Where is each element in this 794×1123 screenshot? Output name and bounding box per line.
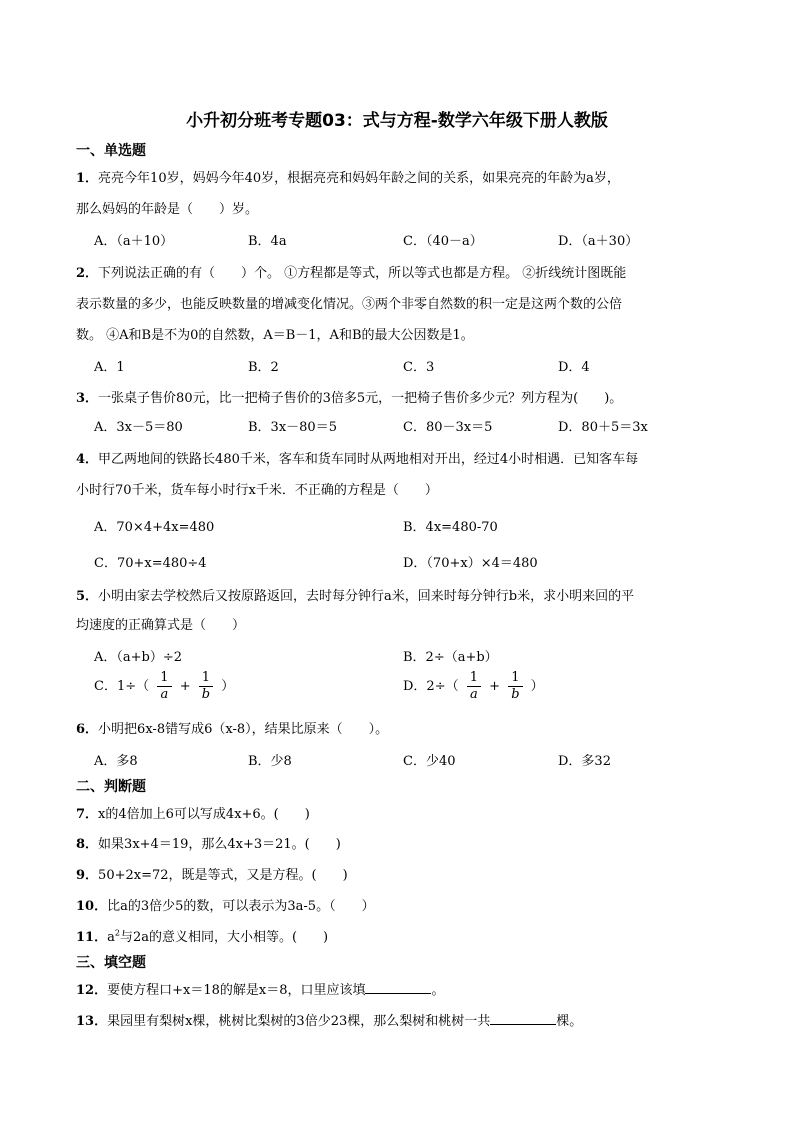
question-number: 11． [76,930,108,945]
q5-option-b[interactable]: B．2÷（a+b） [403,650,498,665]
option-prefix: D．2÷（ [403,679,459,694]
q4-option-b[interactable]: B．4x=480-70 [403,520,498,535]
question-text-pre: 要使方程口+x＝18的解是x＝8，口里应该填 [107,983,366,998]
q1-option-a[interactable]: A．（a＋10） [94,234,174,249]
question-10 [76,895,726,914]
question-3-line-1 [76,387,726,406]
q6-option-b[interactable]: B．少8 [248,754,292,769]
question-text: 甲乙两地间的铁路长480千米，客车和货车同时从两地相对开出，经过4小时相遇．已知客车每 [98,452,639,467]
superscript: 2 [114,928,120,938]
q4-option-d[interactable]: D．（70+x）×4＝480 [403,556,538,571]
question-number: 12． [76,983,108,998]
question-number: 6． [76,722,99,737]
question-text: 小明由家去学校然后又按原路返回，去时每分钟行a米，回来时每分钟行b米，求小明来回的平 [98,589,635,604]
question-number: 8． [76,837,99,852]
q5-option-a[interactable]: A．（a+b）÷2 [94,650,183,665]
question-1-line-2: 那么妈妈的年龄是（ ）岁。 [76,202,259,217]
answer-blank[interactable] [365,981,431,994]
question-1-line-1 [76,167,726,186]
question-2-line-2: 表示数量的多少，也能反映数量的增减变化情况。③两个非零自然数的积一定是这两个数的公倍 [76,297,623,312]
question-text-post: 。 [431,983,445,998]
question-text: x的4倍加上6可以写成4x+6。( ) [98,807,310,822]
question-text: 如果3x+4＝19，那么4x+3＝21。( ) [98,837,341,852]
q1-option-b[interactable]: B．4a [248,234,287,249]
question-number: 7． [76,807,99,822]
fraction-one-over-b: $\frac{1}{b}$ [508,670,522,703]
q4-option-a[interactable]: A．70×4+4x=480 [94,520,215,535]
q3-option-a[interactable]: A．3x－5＝80 [94,420,183,435]
fraction-one-over-a: $\frac{1}{a}$ [157,670,171,703]
close-paren: ） [530,679,544,694]
question-text: 50+2x=72，既是等式，又是方程。( ) [98,868,348,883]
q3-option-b[interactable]: B．3x－80＝5 [248,420,337,435]
question-text: 下列说法正确的有（ ）个。 ①方程都是等式，所以等式也都是方程。 ②折线统计图既能 [98,266,627,281]
question-text-post: 与2a的意义相同，大小相等。( ) [119,930,329,945]
q6-option-c[interactable]: C．少40 [403,754,456,769]
question-11 [76,926,726,945]
question-8 [76,833,726,852]
q3-option-d[interactable]: D．80＋5＝3x [558,420,648,435]
question-2-line-1 [76,262,726,281]
page-title: 小升初分班考专题03：式与方程-数学六年级下册人教版 [186,111,608,131]
question-number: 10． [76,899,108,914]
section-heading-fill-in: 三、填空题 [76,955,146,971]
q2-option-d[interactable]: D．4 [558,360,590,375]
question-number: 4． [76,452,99,467]
question-text-pre: a [107,930,115,945]
question-text: 一张桌子售价80元，比一把椅子售价的3倍多5元，一把椅子售价多少元？列方程为( )。 [98,391,623,406]
q1-option-c[interactable]: C．（40－a） [403,234,483,249]
close-paren: ） [221,679,235,694]
q1-option-d[interactable]: D．（a＋30） [558,234,639,249]
question-6-line-1 [76,718,726,737]
q2-option-b[interactable]: B．2 [248,360,279,375]
question-text-post: 棵。 [556,1014,583,1029]
question-4-line-2: 小时行70千米，货车每小时行x千米．不正确的方程是（ ） [76,483,438,498]
q5-option-c[interactable] [94,670,234,703]
fraction-one-over-a: $\frac{1}{a}$ [467,670,481,703]
question-12 [76,979,726,998]
q2-option-a[interactable]: A．1 [94,360,125,375]
question-2-line-3: 数。 ④A和B是不为0的自然数，A＝B－1，A和B的最大公因数是1。 [76,328,474,343]
question-text-pre: 果园里有梨树x棵，桃树比梨树的3倍少23棵，那么梨树和桃树一共 [107,1014,491,1029]
question-text: 比a的3倍少5的数，可以表示为3a-5。（ ） [107,899,375,914]
section-heading-single-choice: 一、单选题 [76,143,146,159]
question-number: 9． [76,868,99,883]
question-text: 亮亮今年10岁，妈妈今年40岁，根据亮亮和妈妈年龄之间的关系，如果亮亮的年龄为a岁， [98,171,620,186]
question-7 [76,803,726,822]
q6-option-a[interactable]: A．多8 [94,754,138,769]
option-prefix: C．1÷（ [94,679,150,694]
answer-blank[interactable] [490,1012,556,1025]
question-text: 小明把6x-8错写成6（x-8），结果比原来（ ）。 [98,722,389,737]
question-5-line-1 [76,585,726,604]
q3-option-c[interactable]: C．80－3x＝5 [403,420,493,435]
fraction-one-over-b: $\frac{1}{b}$ [199,670,213,703]
question-9 [76,864,726,883]
section-heading-true-false: 二、判断题 [76,779,146,795]
q2-option-c[interactable]: C．3 [403,360,435,375]
question-number: 1． [76,171,99,186]
question-number: 5． [76,589,99,604]
plus-sign: + [489,679,501,694]
question-5-line-2: 均速度的正确算式是（ ） [76,618,246,633]
question-number: 2． [76,266,99,281]
question-13 [76,1010,726,1029]
q4-option-c[interactable]: C．70+x=480÷4 [94,556,207,571]
q6-option-d[interactable]: D．多32 [558,754,611,769]
question-number: 13． [76,1014,108,1029]
q5-option-d[interactable] [403,670,544,703]
question-number: 3． [76,391,99,406]
plus-sign: + [179,679,191,694]
question-4-line-1 [76,448,726,467]
